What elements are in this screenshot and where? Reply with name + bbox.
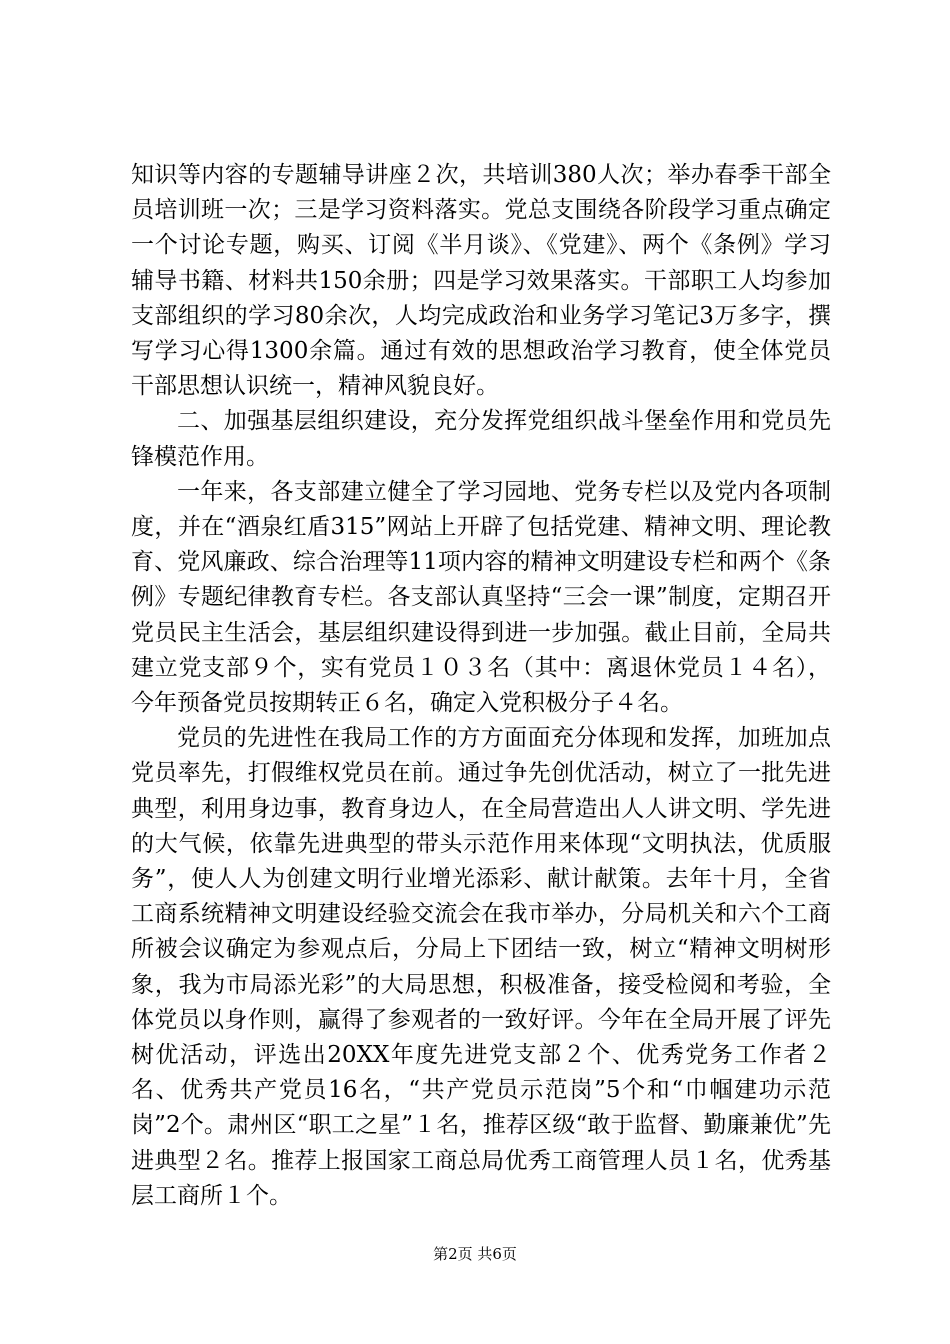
paragraph-training-results: 知识等内容的专题辅导讲座２次，共培训380人次；举办春季干部全员培训班一次；三是学习资料落实。党总支围绕各阶段学习重点确定一个讨论专题，购买、订阅《半月谈》、《党建》、两个《条例》学习辅导书籍、材料共150余册；四是学习效果落实。干部职工人均参加支部组织的学习80余次，人均完成政治和业务学习笔记3万多字，撰写学习心得1300余篇。通过有效的思想政治学习教育，使全体党员干部思想认识统一，精神风貌良好。 [131, 162, 831, 400]
paragraph-organization-building: 一年来，各支部建立健全了学习园地、党务专栏以及党内各项制度，并在“酒泉红盾315”网站上开辟了包括党建、精神文明、理论教育、党风廉政、综合治理等11项内容的精神文明建设专栏和两个《条例》专题纪律教育专栏。各支部认真坚持“三会一课”制度，定期召开党员民主生活会，基层组织建设得到进一步加强。截止目前，全局共建立党支部９个，实有党员１０３名（其中：离退休党员１４名），今年预备党员按期转正６名，确定入党积极分子４名。 [131, 478, 831, 717]
paragraph-section-heading: 二、加强基层组织建设，充分发挥党组织战斗堡垒作用和党员先锋模范作用。 [131, 408, 831, 470]
page-footer: 第2页 共6页 [433, 1245, 517, 1263]
paragraph-party-members-advanced: 党员的先进性在我局工作的方方面面充分体现和发挥，加班加点党员率先，打假维权党员在前。通过争先创优活动，树立了一批先进典型，利用身边事，教育身边人，在全局营造出人人讲文明、学先进的大气候，依靠先进典型的带头示范作用来体现“文明执法，优质服务”，使人人为创建文明行业增光添彩、献计献策。去年十月，全省工商系统精神文明建设经验交流会在我市举办，分局机关和六个工商所被会议确定为参观点后，分局上下团结一致，树立“精神文明树形象，我为市局添光彩”的大局思想，积极准备，接受检阅和考验，全体党员以身作则，赢得了参观者的一致好评。今年在全局开展了评先树优活动，评选出20XX年度先进党支部２个、优秀党务工作者２名、优秀共产党员16名，“共产党员示范岗”5个和“巾帼建功示范岗”2个。肃州区“职工之星”１名，推荐区级“敢于监督、勤廉兼优”先进典型２名。推荐上报国家工商总局优秀工商管理人员１名，优秀基层工商所１个。 [131, 725, 831, 1209]
document-body [131, 158, 831, 1214]
